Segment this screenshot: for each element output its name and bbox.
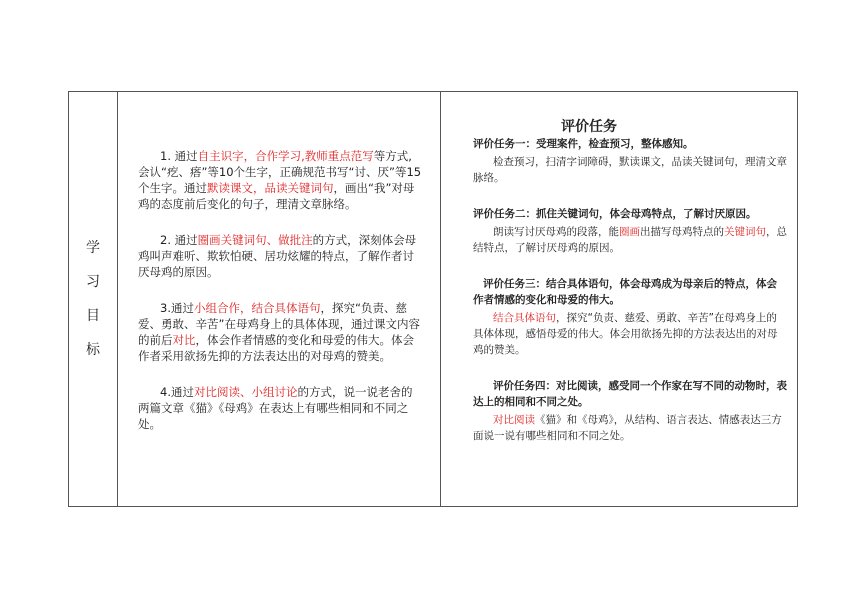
task-body <box>473 412 787 444</box>
highlighted-text: 小组合作，结合具体语句 <box>193 301 321 315</box>
goal-item <box>138 300 422 364</box>
evaluation-tasks <box>441 92 797 444</box>
text-segment: ，探究“负责、慈爱、勇敢、辛苦”在母鸡身上的具体体现，感悟母爱的伟大。体会用欲扬先抑的方法表达出的对母鸡的赞美。 <box>473 312 778 356</box>
highlighted-text: 默读课文，品读关键词句 <box>207 181 334 195</box>
text-segment: ，探究“负责、慈爱、勇敢、辛苦”在母鸡身上的具体体现，通过课文内容的前后 <box>138 301 420 347</box>
text-segment: 出描写母鸡特点的 <box>640 226 724 238</box>
label-char: 学 <box>86 240 100 256</box>
goal-item <box>138 232 422 280</box>
text-segment: 2. 通过 <box>160 233 198 247</box>
goal-item <box>138 384 422 432</box>
text-segment: 等方式,会认“疙、瘩”等10个生字，正确规范书写“讨、厌”等15个生字。通过 <box>138 149 422 195</box>
text-segment: 1. 通过 <box>160 149 198 163</box>
task-body <box>473 154 787 186</box>
task-body <box>473 310 787 358</box>
task-heading: 评价任务二：抓住关键词句，体会母鸡特点，了解讨厌原因。 <box>473 208 757 220</box>
task-heading: 评价任务一：受理案件，检查预习，整体感知。 <box>473 138 694 150</box>
label-char: 标 <box>86 342 100 358</box>
text-segment: 朗读写讨厌母鸡的段落，能 <box>493 226 619 238</box>
highlighted-text: 对比阅读、小组讨论 <box>193 385 298 399</box>
task-body <box>473 224 787 256</box>
text-segment: 检查预习，扫清字词障碍，默读课文，品读关键词句，理清文章脉络。 <box>473 156 787 184</box>
text-segment: 《猫》和《母鸡》，从结构、语言表达、情感表达三方面说一说有哪些相同和不同之处。 <box>473 414 782 442</box>
text-segment: 的方式，说一说老舍的两篇文章《猫》《母鸡》在表达上有哪些相同和不同之处。 <box>138 385 413 431</box>
text-segment: 4.通过 <box>160 385 194 399</box>
text-segment: ，总结特点，了解讨厌母鸡的原因。 <box>473 226 787 254</box>
evaluation-title: 评价任务 <box>561 119 617 135</box>
learning-goals-cell <box>118 92 441 507</box>
text-segment: ，体会作者情感的变化和母爱的伟大。体会作者采用欲扬先抑的方法表达出的对母鸡的赞美。 <box>138 333 414 363</box>
highlighted-text: 对比 <box>172 333 196 347</box>
highlighted-text: 对比阅读 <box>493 414 535 426</box>
highlighted-text: 圈画关键词句、做批注 <box>197 233 313 247</box>
highlighted-text: 结合具体语句 <box>493 312 556 324</box>
task-heading: 评价任务三：结合具体语句，体会母鸡成为母亲后的特点，体会作者情感的变化和母爱的伟大。 <box>473 278 777 306</box>
task-heading: 评价任务四：对比阅读，感受同一个作家在写不同的动物时，表达上的相同和不同之处。 <box>473 380 787 408</box>
goal-item <box>138 148 422 212</box>
highlighted-text: 圈画 <box>619 226 640 238</box>
text-segment: 的方式，深刻体会母鸡叫声难听、欺软怕硬、居功炫耀的特点，了解作者讨厌母鸡的原因。 <box>138 233 417 279</box>
evaluation-tasks-cell <box>441 92 798 507</box>
label-char: 目 <box>86 308 100 324</box>
lesson-table <box>68 91 798 507</box>
text-segment: 3.通过 <box>160 301 194 315</box>
highlighted-text: 关键词句 <box>724 226 766 238</box>
text-segment: ，画出“我”对母鸡的态度前后变化的句子，理清文章脉络。 <box>138 181 415 211</box>
highlighted-text: 自主识字，合作学习,教师重点范写 <box>197 149 374 163</box>
label-cell <box>69 92 118 507</box>
learning-goals <box>118 92 440 432</box>
task-list <box>473 136 787 444</box>
label-char: 习 <box>86 274 100 290</box>
